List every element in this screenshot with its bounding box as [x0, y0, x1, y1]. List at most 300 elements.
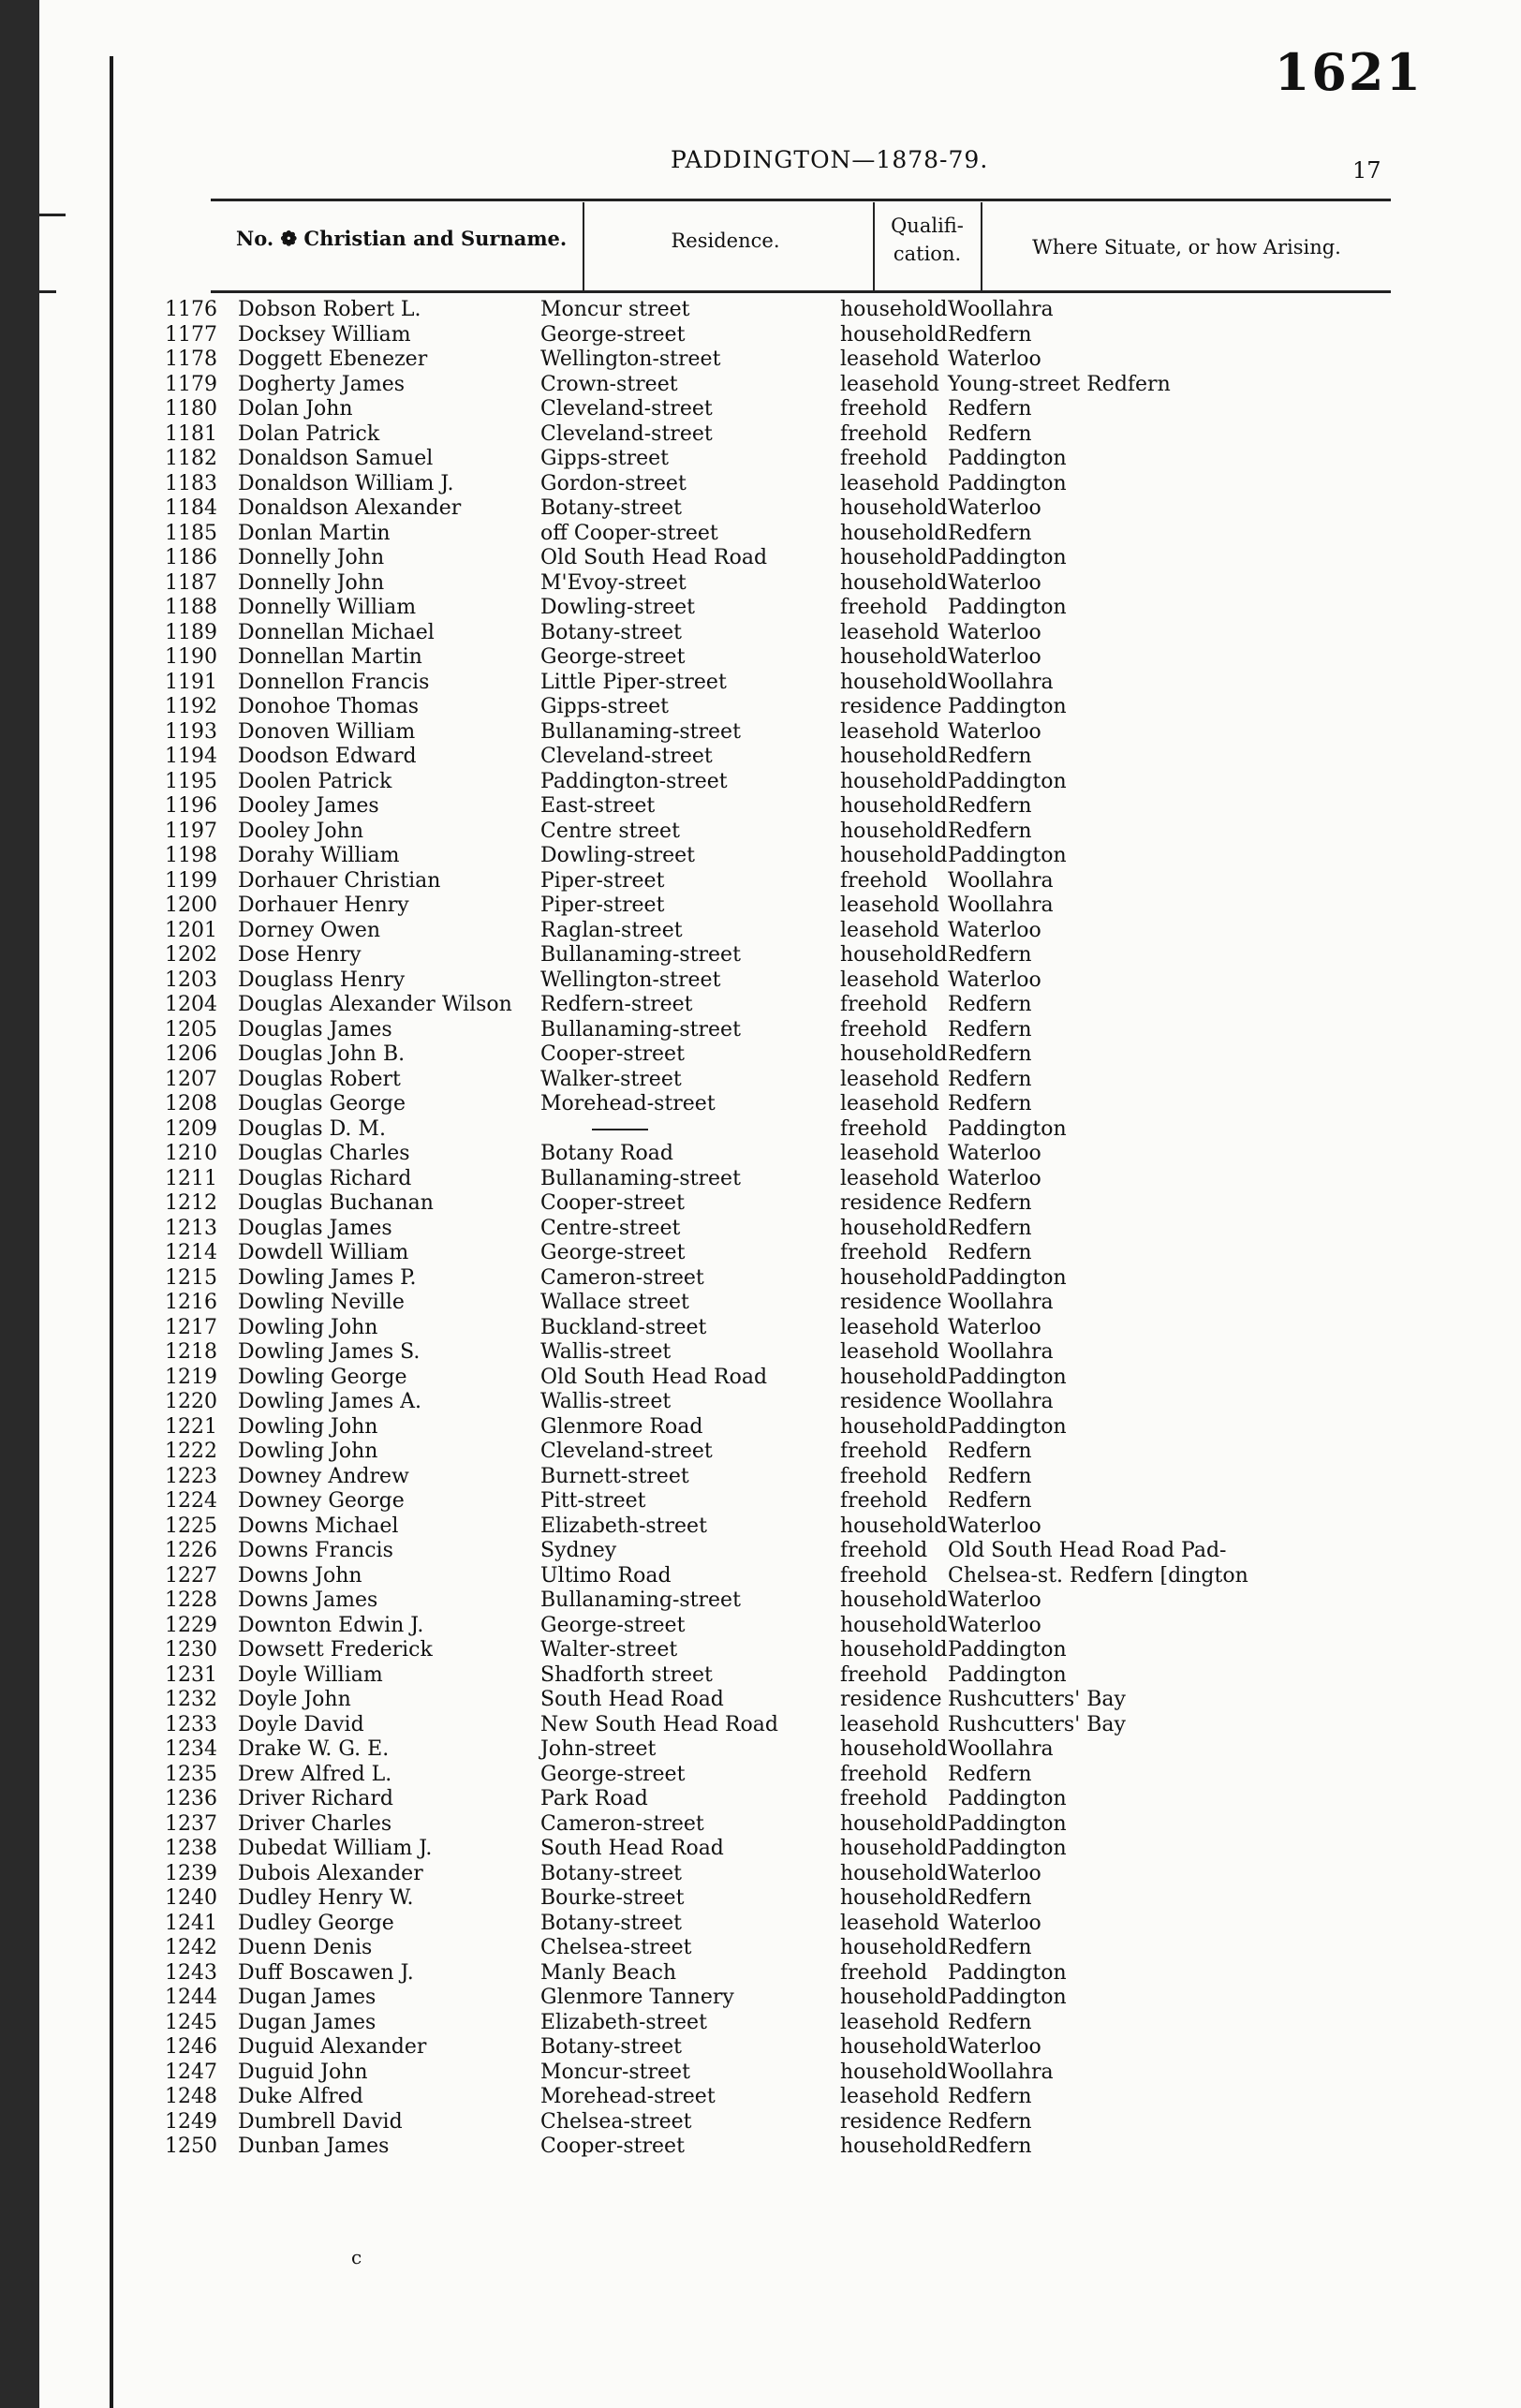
qualification: freehold	[840, 1762, 928, 1786]
residence: Botany-street	[540, 1861, 682, 1885]
elector-name: Donlan Martin	[238, 521, 391, 545]
where-situate: Waterloo	[948, 918, 1041, 942]
table-row	[39, 2011, 1521, 2036]
qualification: freehold	[840, 1960, 928, 1985]
table-row	[39, 1837, 1521, 1862]
qualification: freehold	[840, 1241, 928, 1264]
residence: New South Head Road	[540, 1712, 778, 1736]
residence: Buckland-street	[540, 1315, 707, 1339]
where-situate: Redfern	[948, 2109, 1032, 2134]
table-row	[39, 943, 1521, 968]
elector-name: Douglas James	[238, 1017, 392, 1041]
qualification: residence	[840, 1688, 942, 1711]
running-title: PADDINGTON—1878-79.	[671, 146, 989, 173]
qualification: household	[840, 1737, 948, 1761]
where-situate: Waterloo	[948, 1588, 1041, 1612]
qualification: household	[840, 794, 948, 818]
table-row	[39, 1564, 1521, 1589]
where-situate: Redfern	[948, 1067, 1032, 1091]
where-situate: Redfern	[948, 1489, 1032, 1513]
elector-name: Dowdell William	[238, 1241, 409, 1264]
residence: Park Road	[540, 1787, 648, 1810]
where-situate: Waterloo	[948, 1514, 1041, 1538]
qualification: leasehold	[840, 1340, 940, 1364]
entry-number: 1185	[165, 521, 217, 545]
sheet-number: 17	[1352, 157, 1381, 184]
entry-number: 1183	[165, 471, 217, 495]
qualification: residence	[840, 1291, 942, 1314]
qualification: household	[840, 1042, 948, 1066]
entry-number: 1249	[165, 2109, 217, 2134]
where-situate: Waterloo	[948, 719, 1041, 744]
residence: Morehead-street	[540, 1092, 716, 1115]
where-situate: Redfern	[948, 322, 1032, 347]
table-row	[39, 1316, 1521, 1341]
where-situate: Woollahra	[948, 1390, 1054, 1413]
residence: George-street	[540, 1762, 686, 1786]
entry-number: 1220	[165, 1390, 217, 1413]
qualification: leasehold	[840, 918, 940, 942]
qualification: leasehold	[840, 968, 940, 992]
table-row	[39, 1117, 1521, 1143]
residence: George-street	[540, 322, 686, 347]
entry-number: 1226	[165, 1539, 217, 1562]
entry-number: 1231	[165, 1662, 217, 1687]
table-row	[39, 1588, 1521, 1614]
qualification: household	[840, 819, 948, 843]
entry-number: 1242	[165, 1936, 217, 1959]
elector-name: Dogherty James	[238, 372, 406, 396]
elector-name: Douglas John B.	[238, 1042, 406, 1066]
elector-name: Dooley John	[238, 819, 364, 843]
elector-name: Dowsett Frederick	[238, 1638, 433, 1662]
where-situate: Redfern	[948, 1241, 1032, 1264]
residence	[540, 1117, 648, 1143]
elector-name: Dowling George	[238, 1365, 407, 1389]
residence: Cameron-street	[540, 1811, 704, 1836]
table-row	[39, 621, 1521, 646]
table-row	[39, 298, 1521, 323]
where-situate: Waterloo	[948, 620, 1041, 644]
table-row	[39, 596, 1521, 621]
elector-name: Dowling James S.	[238, 1340, 421, 1364]
where-situate: Redfern	[948, 421, 1032, 446]
qualification: freehold	[840, 1539, 928, 1562]
where-situate: Paddington	[948, 1787, 1067, 1810]
table-row	[39, 645, 1521, 671]
table-row	[39, 1961, 1521, 1987]
qualification: household	[840, 1588, 948, 1612]
entry-number: 1215	[165, 1265, 217, 1290]
elector-name: Donohoe Thomas	[238, 695, 420, 718]
residence: off Cooper-street	[540, 521, 718, 545]
table-row	[39, 1068, 1521, 1093]
entry-number: 1219	[165, 1365, 217, 1389]
table-row	[39, 1042, 1521, 1068]
where-situate: Redfern	[948, 993, 1032, 1016]
qualification: household	[840, 1265, 948, 1290]
elector-name: Douglas Buchanan	[238, 1191, 434, 1215]
where-situate: Redfern	[948, 397, 1032, 421]
residence: Wellington-street	[540, 347, 721, 371]
qualification: household	[840, 1216, 948, 1240]
entry-number: 1179	[165, 372, 217, 396]
entry-number: 1182	[165, 447, 217, 470]
residence: Cleveland-street	[540, 745, 713, 768]
elector-name: Donaldson Alexander	[238, 496, 462, 520]
elector-list	[39, 298, 1521, 2227]
qualification: household	[840, 546, 948, 569]
qualification: leasehold	[840, 1142, 940, 1165]
qualification: leasehold	[840, 620, 940, 644]
qualification: residence	[840, 2109, 942, 2134]
where-situate: Woollahra	[948, 1737, 1054, 1761]
residence: Botany-street	[540, 496, 682, 520]
where-situate: Paddington	[948, 1116, 1067, 1141]
where-situate: Paddington	[948, 546, 1067, 569]
table-row	[39, 695, 1521, 720]
where-situate: Rushcutters' Bay	[948, 1688, 1126, 1711]
where-situate: Redfern	[948, 1886, 1032, 1910]
elector-name: Dowling John	[238, 1315, 378, 1339]
where-situate: Redfern	[948, 819, 1032, 843]
entry-number: 1228	[165, 1588, 217, 1612]
elector-name: Docksey William	[238, 322, 411, 347]
entry-number: 1190	[165, 645, 217, 669]
elector-name: Doyle David	[238, 1712, 364, 1736]
entry-number: 1202	[165, 943, 217, 967]
table-row	[39, 745, 1521, 770]
entry-number: 1187	[165, 570, 217, 595]
table-row	[39, 373, 1521, 398]
elector-name: Donnelly William	[238, 596, 417, 619]
table-row	[39, 1440, 1521, 1465]
entry-number: 1224	[165, 1489, 217, 1513]
document-page	[39, 0, 1521, 2408]
table-row	[39, 496, 1521, 522]
elector-name: Dorney Owen	[238, 918, 381, 942]
elector-name: Dorahy William	[238, 844, 400, 867]
entry-number: 1227	[165, 1563, 217, 1588]
where-situate: Redfern	[948, 2010, 1032, 2034]
table-row	[39, 993, 1521, 1018]
residence: Old South Head Road	[540, 1365, 768, 1389]
where-situate: Woollahra	[948, 2060, 1054, 2084]
table-row	[39, 546, 1521, 571]
residence: Dowling-street	[540, 844, 695, 867]
where-situate: Waterloo	[948, 496, 1041, 520]
where-situate: Waterloo	[948, 570, 1041, 595]
qualification: leasehold	[840, 2010, 940, 2034]
table-row	[39, 894, 1521, 919]
entry-number: 1241	[165, 1911, 217, 1935]
entry-number: 1212	[165, 1191, 217, 1215]
elector-name: Dudley George	[238, 1911, 394, 1935]
where-situate: Paddington	[948, 596, 1067, 619]
entry-number: 1188	[165, 596, 217, 619]
elector-name: Downton Edwin J.	[238, 1613, 424, 1637]
residence: Cameron-street	[540, 1265, 704, 1290]
entry-number: 1240	[165, 1886, 217, 1910]
residence: Botany Road	[540, 1142, 673, 1165]
entry-number: 1238	[165, 1837, 217, 1860]
table-row	[39, 1862, 1521, 1887]
elector-name: Dooley James	[238, 794, 379, 818]
table-row	[39, 1763, 1521, 1788]
residence: Little Piper-street	[540, 670, 727, 694]
qualification: freehold	[840, 868, 928, 893]
elector-name: Dorhauer Christian	[238, 868, 441, 893]
margin-tick	[39, 214, 66, 216]
residence: Botany-street	[540, 2035, 682, 2059]
qualification: household	[840, 1514, 948, 1538]
elector-name: Downs Michael	[238, 1514, 399, 1538]
qualification: household	[840, 1811, 948, 1836]
elector-name: Donoven William	[238, 719, 416, 744]
qualification: household	[840, 1365, 948, 1389]
entry-number: 1199	[165, 868, 217, 893]
elector-name: Douglas D. M.	[238, 1116, 386, 1141]
table-row	[39, 720, 1521, 746]
entry-number: 1218	[165, 1340, 217, 1364]
elector-name: Duguid Alexander	[238, 2035, 427, 2059]
entry-number: 1193	[165, 719, 217, 744]
entry-number: 1225	[165, 1514, 217, 1538]
residence: George-street	[540, 645, 686, 669]
where-situate: Redfern	[948, 1191, 1032, 1215]
elector-name: Donnellon Francis	[238, 670, 430, 694]
residence: Cleveland-street	[540, 1440, 713, 1463]
residence: M'Evoy-street	[540, 570, 687, 595]
residence: Gipps-street	[540, 695, 670, 718]
page-number: 1621	[1274, 42, 1423, 102]
qualification: household	[840, 1638, 948, 1662]
elector-name: Dowling Neville	[238, 1291, 405, 1314]
table-row	[39, 1986, 1521, 2011]
qualification: household	[840, 2135, 948, 2158]
where-situate: Redfern	[948, 1440, 1032, 1463]
qualification: leasehold	[840, 471, 940, 495]
residence: South Head Road	[540, 1688, 724, 1711]
qualification: household	[840, 1613, 948, 1637]
entry-number: 1201	[165, 918, 217, 942]
where-situate: Paddington	[948, 1960, 1067, 1985]
table-row	[39, 1142, 1521, 1167]
table-row	[39, 2061, 1521, 2086]
entry-number: 1184	[165, 496, 217, 520]
elector-name: Downs John	[238, 1563, 362, 1588]
elector-name: Downey George	[238, 1489, 405, 1513]
residence: Shadforth street	[540, 1662, 713, 1687]
entry-number: 1247	[165, 2060, 217, 2084]
qualification: leasehold	[840, 1315, 940, 1339]
elector-name: Dugan James	[238, 1986, 377, 2009]
where-situate: Redfern	[948, 1464, 1032, 1488]
table-row	[39, 1886, 1521, 1912]
residence: Wallis-street	[540, 1390, 672, 1413]
where-situate: Woollahra	[948, 1340, 1054, 1364]
entry-number: 1205	[165, 1017, 217, 1041]
where-situate: Paddington	[948, 844, 1067, 867]
table-row	[39, 1191, 1521, 1217]
qualification: household	[840, 2035, 948, 2059]
entry-number: 1239	[165, 1861, 217, 1885]
qualification: household	[840, 943, 948, 967]
residence: Sydney	[540, 1539, 617, 1562]
qualification-header-line1: Qualifi-	[891, 214, 964, 237]
elector-name: Drake W. G. E.	[238, 1737, 390, 1761]
where-situate: Woollahra	[948, 670, 1054, 694]
elector-name: Douglas Charles	[238, 1142, 410, 1165]
entry-number: 1194	[165, 745, 217, 768]
where-situate: Paddington	[948, 447, 1067, 470]
table-row	[39, 347, 1521, 373]
table-row	[39, 1241, 1521, 1266]
where-situate: Waterloo	[948, 2035, 1041, 2059]
entry-number: 1203	[165, 968, 217, 992]
qualification: freehold	[840, 993, 928, 1016]
qualification: household	[840, 570, 948, 595]
residence: Paddington-street	[540, 769, 728, 793]
qualification: household	[840, 769, 948, 793]
where-situate: Redfern	[948, 521, 1032, 545]
table-row	[39, 323, 1521, 348]
elector-name: Downs James	[238, 1588, 378, 1612]
elector-name: Dolan Patrick	[238, 421, 380, 446]
residence: Glenmore Tannery	[540, 1986, 734, 2009]
elector-name: Douglas James	[238, 1216, 392, 1240]
qualification: household	[840, 2060, 948, 2084]
qualification: residence	[840, 1191, 942, 1215]
elector-name: Donnellan Martin	[238, 645, 422, 669]
residence: Cooper-street	[540, 1042, 685, 1066]
qualification: freehold	[840, 1662, 928, 1687]
qualification: household	[840, 1837, 948, 1860]
entry-number: 1244	[165, 1986, 217, 2009]
table-row	[39, 1737, 1521, 1763]
residence: Moncur street	[540, 298, 690, 321]
residence: Bullanaming-street	[540, 719, 741, 744]
table-row	[39, 1688, 1521, 1713]
table-row	[39, 1390, 1521, 1415]
qualification: leasehold	[840, 2085, 940, 2108]
qualification: household	[840, 844, 948, 867]
entry-number: 1204	[165, 993, 217, 1016]
table-row	[39, 968, 1521, 994]
where-situate: Waterloo	[948, 347, 1041, 371]
qualification: household	[840, 1986, 948, 2009]
qualification: leasehold	[840, 894, 940, 917]
qualification: freehold	[840, 1787, 928, 1810]
elector-name: Douglas Alexander Wilson	[238, 993, 512, 1016]
table-row	[39, 522, 1521, 547]
column-header-where: Where Situate, or how Arising.	[1032, 236, 1341, 259]
residence: Botany-street	[540, 1911, 682, 1935]
entry-number: 1217	[165, 1315, 217, 1339]
entry-number: 1206	[165, 1042, 217, 1066]
table-row	[39, 1291, 1521, 1316]
residence: Centre street	[540, 819, 680, 843]
qualification: freehold	[840, 1017, 928, 1041]
residence: Bullanaming-street	[540, 943, 741, 967]
table-row	[39, 422, 1521, 448]
elector-name: Doodson Edward	[238, 745, 417, 768]
qualification: leasehold	[840, 347, 940, 371]
elector-name: Dunban James	[238, 2135, 390, 2158]
where-situate: Paddington	[948, 1811, 1067, 1836]
where-situate: Young-street Redfern	[948, 372, 1171, 396]
where-situate: Waterloo	[948, 1911, 1041, 1935]
elector-name: Doggett Ebenezer	[238, 347, 428, 371]
entry-number: 1232	[165, 1688, 217, 1711]
qualification: household	[840, 322, 948, 347]
table-row	[39, 447, 1521, 472]
table-row	[39, 2085, 1521, 2110]
table-row	[39, 1663, 1521, 1689]
entry-number: 1233	[165, 1712, 217, 1736]
qualification: freehold	[840, 1440, 928, 1463]
where-situate: Woollahra	[948, 894, 1054, 917]
residence: Bullanaming-street	[540, 1166, 741, 1190]
table-row	[39, 1912, 1521, 1937]
where-situate: Redfern	[948, 2135, 1032, 2158]
header-rule-bottom	[211, 290, 1391, 293]
where-situate: Paddington	[948, 695, 1067, 718]
entry-number: 1221	[165, 1414, 217, 1439]
qualification-header-line2: cation.	[893, 243, 962, 265]
elector-name: Dowling James A.	[238, 1390, 422, 1413]
elector-name: Duff Boscawen J.	[238, 1960, 414, 1985]
qualification: freehold	[840, 397, 928, 421]
where-situate: Redfern	[948, 794, 1032, 818]
entry-number: 1223	[165, 1464, 217, 1488]
entry-number: 1186	[165, 546, 217, 569]
entry-number: 1210	[165, 1142, 217, 1165]
table-row	[39, 2135, 1521, 2160]
qualification: leasehold	[840, 1712, 940, 1736]
table-row	[39, 1167, 1521, 1192]
elector-name: Dubois Alexander	[238, 1861, 423, 1885]
elector-name: Dowling John	[238, 1414, 378, 1439]
table-row	[39, 794, 1521, 820]
qualification: leasehold	[840, 719, 940, 744]
table-row	[39, 571, 1521, 597]
residence: Gordon-street	[540, 471, 687, 495]
entry-number: 1189	[165, 620, 217, 644]
entry-number: 1211	[165, 1166, 217, 1190]
entry-number: 1196	[165, 794, 217, 818]
qualification: leasehold	[840, 1911, 940, 1935]
residence: Cooper-street	[540, 2135, 685, 2158]
qualification: household	[840, 1886, 948, 1910]
residence: Crown-street	[540, 372, 678, 396]
elector-name: Donnellan Michael	[238, 620, 435, 644]
where-situate: Redfern	[948, 1092, 1032, 1115]
elector-name: Dudley Henry W.	[238, 1886, 414, 1910]
entry-number: 1246	[165, 2035, 217, 2059]
elector-name: Douglas George	[238, 1092, 406, 1115]
residence: Old South Head Road	[540, 546, 768, 569]
elector-name: Dose Henry	[238, 943, 362, 967]
qualification: freehold	[840, 421, 928, 446]
residence: Pitt-street	[540, 1489, 646, 1513]
residence: Bullanaming-street	[540, 1588, 741, 1612]
elector-name: Dobson Robert L.	[238, 298, 421, 321]
table-row	[39, 820, 1521, 845]
where-situate: Old South Head Road Pad-	[948, 1539, 1227, 1562]
table-row	[39, 770, 1521, 795]
elector-name: Donnelly John	[238, 546, 385, 569]
